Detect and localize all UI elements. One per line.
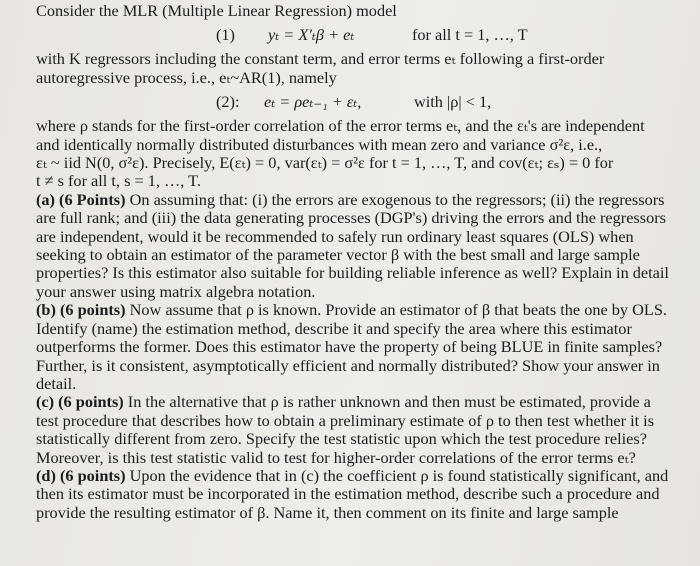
equation-2-formula: eₜ = ρeₜ₋₁ + εₜ, xyxy=(264,92,362,112)
question-b-line-2: Identify (name) the estimation method, describe it and specify the area where this estimator xyxy=(36,318,632,338)
question-d-line-3: provide the resulting estimator of β. Name it, then comment on its finite and large sample xyxy=(36,502,619,522)
question-a-line-6: your answer using matrix algebra notation. xyxy=(36,281,316,301)
question-a-line-2: are full rank; and (iii) the data generating processes (DGP's) driving the errors and the regressors xyxy=(36,208,667,228)
intro-title: Consider the MLR (Multiple Linear Regression) model xyxy=(36,1,397,20)
paragraph-2-line-2: and identically normally distributed disturbances with mean zero and variance σ²ε, i.e., xyxy=(36,134,603,154)
question-a-line-3: are independent, would it be recommended to safely run ordinary least squares (OLS) when xyxy=(36,226,634,246)
paragraph-1-line-2: autoregressive process, i.e., eₜ~AR(1), namely xyxy=(36,67,337,87)
question-c-line-3: statistically different from zero. Specify the test statistic upon which the test procedure relies? xyxy=(36,429,647,449)
question-b-line-3: outperforms the former. Does this estimator have the property of being BLUE in finite samples? xyxy=(36,337,663,357)
equation-1-formula: yₜ = X′ₜβ + eₜ xyxy=(268,25,355,45)
paragraph-2-line-1: where ρ stands for the first-order correlation of the error terms eₜ, and the εₜ's are independent xyxy=(36,116,645,136)
question-c-line-1: (c) (6 points) In the alternative that ρ is rather unknown and then must be estimated, provide a xyxy=(36,392,651,412)
question-c-line-2: test procedure that describes how to obtain a preliminary estimate of ρ to then test whether it is xyxy=(36,410,655,430)
question-a-line-1: (a) (6 Points) On assuming that: (i) the errors are exogenous to the regressors; (ii) the regressors xyxy=(36,189,665,209)
question-b-line-5: detail. xyxy=(36,373,77,393)
equation-1-condition: for all t = 1, …, T xyxy=(412,25,528,45)
question-d-line-2: then its estimator must be incorporated in the estimation method, describe such a procedure and xyxy=(36,484,660,504)
paragraph-2-line-3: εₜ ~ iid N(0, σ²ε). Precisely, E(εₜ) = 0, var(εₜ) = σ²ε for t = 1, …, T, and cov(εₜ; εₛ) = 0 for xyxy=(36,153,614,173)
question-d-label: (d) (6 points) xyxy=(36,465,126,485)
paragraph-2-line-4: t ≠ s for all t, s = 1, …, T. xyxy=(36,171,201,191)
equation-1 xyxy=(36,20,684,50)
equation-1-number: (1) xyxy=(216,25,235,45)
question-b-line-4: Further, is it consistent, asymptotically efficient and normally distributed? Show your answer in xyxy=(36,355,660,375)
question-c-line-4: Moreover, is this test statistic valid to test for higher-order correlations of the error terms eₜ? xyxy=(36,447,636,467)
question-b-line-1: (b) (6 points) Now assume that ρ is known. Provide an estimator of β that beats the one by OLS. xyxy=(36,300,667,320)
question-d-line-1: (d) (6 points) Upon the evidence that in (c) the coefficient ρ is found statistically significant, and xyxy=(36,465,669,485)
paragraph-1-line-1: with K regressors including the constant term, and error terms eₜ following a first-order xyxy=(36,49,605,69)
equation-2 xyxy=(36,87,684,117)
question-c-label: (c) (6 points) xyxy=(36,392,124,412)
question-a-line-5: properties? Is this estimator also suitable for building reliable inference as well? Explain in detail xyxy=(36,263,669,283)
question-a-label: (a) (6 Points) xyxy=(36,189,126,209)
question-a-line-4: seeking to obtain an estimator of the parameter vector β with the best small and large sample xyxy=(36,245,640,265)
equation-2-number: (2): xyxy=(216,92,240,112)
question-b-label: (b) (6 points) xyxy=(36,300,126,320)
equation-2-condition: with |ρ| < 1, xyxy=(414,92,492,112)
